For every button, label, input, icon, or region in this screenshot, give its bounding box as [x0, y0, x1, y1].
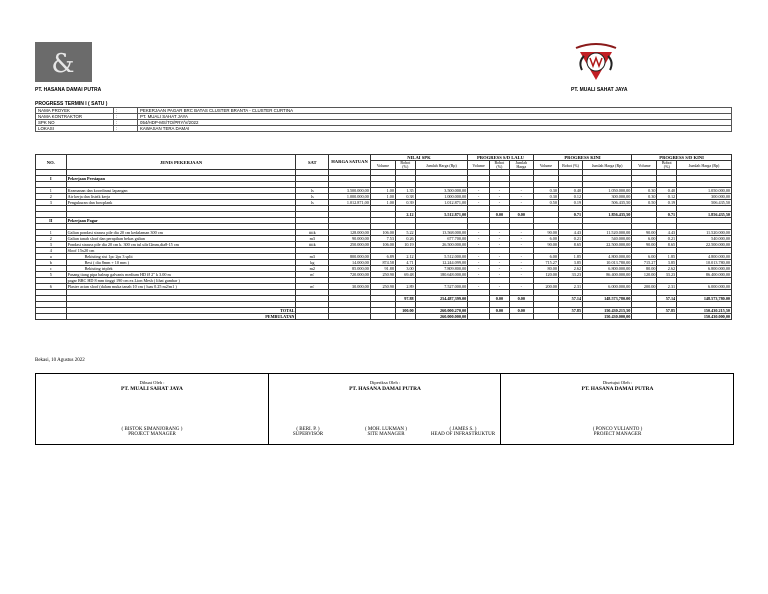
cell-vol: 91.88 — [370, 266, 395, 272]
table-row — [36, 284, 732, 290]
signature-company: PT. HASANA DAMAI PUTRA — [349, 386, 421, 392]
section-title: Pekerjaan Pagar — [66, 218, 296, 224]
cell-kbobot: 0.19 — [558, 200, 582, 206]
subtotal-ljml: 0.00 — [509, 296, 533, 302]
cell-ljml: - — [509, 254, 533, 260]
table-row — [36, 230, 732, 236]
cell-no: 3 — [36, 242, 67, 248]
cell-vol: 1.00 — [370, 200, 395, 206]
cell-harga: 1.012.871,00 — [329, 200, 371, 206]
cell-bobot: 0.39 — [395, 200, 415, 206]
cell-bobot: 1.35 — [395, 188, 415, 194]
subtotal-kbobot: 0.71 — [558, 212, 582, 218]
cell-lbobot: - — [490, 188, 510, 194]
cell-kjml: 506.435,50 — [583, 200, 632, 206]
cell-lbobot: - — [490, 260, 510, 266]
cell-lbobot: - — [490, 284, 510, 290]
info-value: 054/HDP-MS/TO/PRY/V/2022 — [138, 120, 732, 126]
signature-company: PT. MUALI SAHAT JAYA — [121, 386, 183, 392]
info-label: NAMA KONTRAKTOR — [36, 114, 114, 120]
cell-bobot: 0.38 — [395, 194, 415, 200]
cell-sat: m2 — [296, 266, 329, 272]
cell-sjml: 6.000.000,00 — [677, 284, 732, 290]
section-no: II — [36, 218, 67, 224]
info-value: KAWASAN TERA DAMAI — [138, 126, 732, 132]
cell-kvol: 80.00 — [533, 266, 558, 272]
cell-sbobot: 0.19 — [657, 200, 677, 206]
rounding-label: PEMBULATAN — [66, 314, 296, 320]
cell-item: Galian pondasi strauss pile dia 20 cm kedalaman 300 cm — [66, 230, 296, 236]
cell-kbobot: 1.85 — [558, 254, 582, 260]
cell-sjml: 4.800.000,00 — [677, 254, 732, 260]
cell-bobot: 2.12 — [395, 254, 415, 260]
cell-lvol: - — [468, 188, 490, 194]
sub-volume-sd: Volume — [632, 161, 657, 170]
subtotal-ljml: 0.00 — [509, 212, 533, 218]
signature-person — [501, 427, 734, 437]
person-name: ( BISTOK SIMANJORANG ) — [121, 427, 183, 432]
cell-sat: m3 — [296, 254, 329, 260]
cell-kjml: 6.800.000,00 — [583, 266, 632, 272]
cell-lbobot: - — [490, 266, 510, 272]
signature-role: Diperiksa Oleh : — [369, 380, 401, 385]
empty-cell — [395, 314, 415, 320]
cell-bobot: 10.19 — [395, 242, 415, 248]
cell-vol: 250.90 — [370, 284, 395, 290]
cell-sjml: 6.800.000,00 — [677, 266, 732, 272]
total-sjml: 150.430.215,50 — [677, 308, 732, 314]
cell-vol: 1.00 — [370, 194, 395, 200]
project-info-table — [35, 107, 732, 132]
cell-lvol: - — [468, 284, 490, 290]
subtotal-sjml: 148.573,780.00 — [677, 296, 732, 302]
cell-kjml: 11.520.000,00 — [583, 230, 632, 236]
cell-vol: 106.00 — [370, 230, 395, 236]
subtotal-sjml: 1.856.435,50 — [677, 212, 732, 218]
cell-item: Pondasi strauss pile dia 20 cm k. 300 cm tul ulir12mm,dia8-15 cm — [66, 242, 296, 248]
section-no: I — [36, 176, 67, 182]
subtotal-sbobot: 57.14 — [657, 296, 677, 302]
cell-sjml: 22.500.000,00 — [677, 242, 732, 248]
col-sat: SAT — [296, 155, 329, 170]
cell-sat: m' — [296, 272, 329, 278]
sub-jumlah-kini: Jumlah Harga (Rp) — [583, 161, 632, 170]
cell-svol: 0.50 — [632, 200, 657, 206]
sub-volume: Volume — [370, 161, 395, 170]
empty-cell — [329, 314, 371, 320]
cell-no: 4 — [36, 248, 67, 254]
cell-vol: 874.58 — [370, 260, 395, 266]
subtotal-bobot: 97.88 — [395, 296, 415, 302]
cell-item: Plaster acian sloof (dalam muka tanah 10 cm ( luas 0.25 m2/m1 ) — [66, 284, 296, 290]
cell-kvol: 6.00 — [533, 254, 558, 260]
cell-jumlah: 12.244.099,00 — [415, 260, 468, 266]
cell-kbobot: 0.12 — [558, 194, 582, 200]
cell-lbobot: - — [490, 242, 510, 248]
cell-sjml: 10.013.780,00 — [677, 260, 732, 266]
cell-no: 2 — [36, 236, 67, 242]
cell-bobot: 0.26 — [395, 236, 415, 242]
person-name: ( PONCO YULIANTO ) — [592, 427, 643, 432]
cell-lvol: - — [468, 236, 490, 242]
cell-no: 1 — [36, 188, 67, 194]
info-row — [36, 126, 732, 132]
info-value: PT. MUALI SAHAT JAYA — [138, 114, 732, 120]
cell-item: Keamanan dan koordinasi lapangan — [66, 188, 296, 194]
cell-kjml: 6.000.000,00 — [583, 284, 632, 290]
cell-kbobot: 4.43 — [558, 230, 582, 236]
signature-person — [36, 427, 268, 437]
cell-harga: 90.000,00 — [329, 236, 371, 242]
cell-sbobot: 1.85 — [657, 254, 677, 260]
subtotal-jumlah: 254.487,399.00 — [415, 296, 468, 302]
cell-sbobot: 3.85 — [657, 260, 677, 266]
cell-ljml: - — [509, 200, 533, 206]
cell-harga: 30.000,00 — [329, 284, 371, 290]
empty-cell — [657, 314, 677, 320]
col-jenis: JENIS PEKERJAAN — [66, 155, 296, 170]
total-sbobot: 57.85 — [657, 308, 677, 314]
cell-vol: 7.53 — [370, 236, 395, 242]
empty-cell — [36, 314, 67, 320]
cell-no: b — [36, 260, 67, 266]
cell-svol: 715.27 — [632, 260, 657, 266]
sub-bobot-kini: Bobot (%) — [558, 161, 582, 170]
cell-sjml: 11.520.000,00 — [677, 230, 732, 236]
cell-harga: 14.000,00 — [329, 260, 371, 266]
cell-kvol: 6.00 — [533, 236, 558, 242]
info-label: LOKASI — [36, 126, 114, 132]
rounding-row — [36, 314, 732, 320]
cell-lbobot: - — [490, 230, 510, 236]
cell-kbobot: 2.31 — [558, 284, 582, 290]
cell-no: 1 — [36, 230, 67, 236]
cell-harga: 720.000,00 — [329, 272, 371, 278]
cell-jumlah: 180.648.000,00 — [415, 272, 468, 278]
cell-ljml: - — [509, 260, 533, 266]
sub-bobot-sd: Bobot (%) — [657, 161, 677, 170]
cell-kjml: 1.050.000,00 — [583, 188, 632, 194]
cell-kbobot: 8.65 — [558, 242, 582, 248]
total-bobot: 100.00 — [395, 308, 415, 314]
col-harga: HARGA SATUAN — [329, 155, 371, 170]
cell-vol: 106.00 — [370, 242, 395, 248]
signature-role: Dibuat Oleh : — [139, 380, 165, 385]
cell-jumlah: 1.012.871,00 — [415, 200, 468, 206]
info-label: SPK NO — [36, 120, 114, 126]
cell-no: 3 — [36, 200, 67, 206]
cell-sat: kg — [296, 260, 329, 266]
col-nilai-spk: NILAI SPK — [370, 155, 467, 161]
cell-item: Sloof 15x20 cm — [66, 248, 296, 254]
cell-svol: 0.30 — [632, 194, 657, 200]
sub-jumlah-lalu: Jumlah Harga — [509, 161, 533, 170]
cell-svol: 6.00 — [632, 236, 657, 242]
sub-volume-lalu: Volume — [468, 161, 490, 170]
cell-kjml: 300.000,00 — [583, 194, 632, 200]
info-sep: : — [114, 126, 138, 132]
signature-person — [425, 427, 501, 437]
cell-sjml: 1.050.000,00 — [677, 188, 732, 194]
cell-kbobot: 2.62 — [558, 266, 582, 272]
subtotal-lbobot: 0.00 — [490, 296, 510, 302]
col-progress-lalu: PROGRESS S/D LALU — [468, 155, 534, 161]
cell-sjml: 86.400.000,00 — [677, 272, 732, 278]
cell-item: pagar BRC HD 8 mm tinggi 190 cm ex.Lion Mesh ( lihat gambar ) — [66, 278, 296, 284]
cell-kbobot: 33.23 — [558, 272, 582, 278]
info-sep: : — [114, 120, 138, 126]
cell-vol: 1.00 — [370, 188, 395, 194]
cell-kjml: 22.500.000,00 — [583, 242, 632, 248]
cell-kjml: 10.013.780,00 — [583, 260, 632, 266]
cell-lvol: - — [468, 254, 490, 260]
cell-bobot: 2.89 — [395, 284, 415, 290]
cell-item: Pasang tiang pipa baleap galvanis medium HD Ø 2" k 3.00 m — [66, 272, 296, 278]
cell-kbobot: 0.40 — [558, 188, 582, 194]
cell-jumlah: 1.000.000,00 — [415, 194, 468, 200]
total-kbobot: 57.85 — [558, 308, 582, 314]
document-title: PROGRESS TERMIN I ( SATU ) — [35, 101, 108, 107]
sub-volume-kini: Volume — [533, 161, 558, 170]
cell-kvol: 0.30 — [533, 188, 558, 194]
cell-sat: titik — [296, 242, 329, 248]
cell-kbobot: 3.85 — [558, 260, 582, 266]
empty-cell — [533, 314, 558, 320]
empty-cell — [468, 314, 490, 320]
cell-kvol: 120.00 — [533, 272, 558, 278]
cell-ljml: - — [509, 284, 533, 290]
cell-lbobot: - — [490, 254, 510, 260]
cell-lvol: - — [468, 260, 490, 266]
cell-harga: 250.000,00 — [329, 242, 371, 248]
info-label: NAMA PROYEK — [36, 108, 114, 114]
subtotal-lbobot: 0.00 — [490, 212, 510, 218]
cell-lvol: - — [468, 266, 490, 272]
cell-kvol: 90.00 — [533, 242, 558, 248]
signature-person — [269, 427, 347, 437]
person-title: HEAD OF INFRASTRUKTUR — [430, 432, 496, 437]
cell-kjml: 86.400.000,00 — [583, 272, 632, 278]
signature-company: PT. HASANA DAMAI PUTRA — [581, 386, 654, 392]
subtotal-sbobot: 0.71 — [657, 212, 677, 218]
cell-sat: m3 — [296, 236, 329, 242]
signature-approver — [500, 374, 734, 444]
cell-sat: ls — [296, 194, 329, 200]
cell-svol: 90.00 — [632, 242, 657, 248]
cell-no: 6 — [36, 284, 67, 290]
cell-ljml: - — [509, 188, 533, 194]
section-title: Pekerjaan Persiapan — [66, 176, 296, 182]
col-no: NO. — [36, 155, 67, 170]
subtotal-kbobot: 57.14 — [558, 296, 582, 302]
cell-lvol: - — [468, 194, 490, 200]
cell-ljml: - — [509, 266, 533, 272]
cell-harga: 85.000,00 — [329, 266, 371, 272]
cell-item: Air kerja dan listrik kerja — [66, 194, 296, 200]
cell-svol: 90.00 — [632, 230, 657, 236]
info-sep: : — [114, 108, 138, 114]
cell-kvol: 0.50 — [533, 200, 558, 206]
sub-jumlah-sd: Jumlah Harga (Rp) — [677, 161, 732, 170]
cell-lvol: - — [468, 242, 490, 248]
cell-sat: ls — [296, 188, 329, 194]
cell-sat: m' — [296, 284, 329, 290]
progress-table — [35, 154, 732, 320]
cell-jumlah: 3.500.000,00 — [415, 188, 468, 194]
cell-jumlah: 7.527.000,00 — [415, 284, 468, 290]
cell-jumlah: 5.512.000,00 — [415, 254, 468, 260]
date-line: Bekasi, 10 Agustus 2022 — [35, 358, 85, 363]
table-row — [36, 242, 732, 248]
cell-item: Galian tanah sloof dan perapihan bekas galian — [66, 236, 296, 242]
cell-sat: titik — [296, 230, 329, 236]
cell-kjml: 4.800.000,00 — [583, 254, 632, 260]
cell-sbobot: 2.62 — [657, 266, 677, 272]
rounding-sd-kini: 150.430.000,00 — [677, 314, 732, 320]
cell-sbobot: 0.21 — [657, 236, 677, 242]
subtotal-kjml: 1.856.435,50 — [583, 212, 632, 218]
rounding-kini: 150.430.000,00 — [583, 314, 632, 320]
cell-sjml: 540.000,00 — [677, 236, 732, 242]
cell-ljml: - — [509, 242, 533, 248]
subtotal-bobot: 2.12 — [395, 212, 415, 218]
cell-no: a — [36, 254, 67, 260]
cell-item: Pengukuran dan bowplank — [66, 200, 296, 206]
cell-svol: 0.30 — [632, 188, 657, 194]
cell-svol: 200.00 — [632, 284, 657, 290]
cell-vol: 250.90 — [370, 272, 395, 278]
cell-lvol: - — [468, 272, 490, 278]
ampersand-logo-icon — [35, 42, 92, 82]
info-sep: : — [114, 114, 138, 120]
cell-lbobot: - — [490, 272, 510, 278]
cell-vol: 6.89 — [370, 254, 395, 260]
cell-sjml: 300.000,00 — [677, 194, 732, 200]
subtotal-jumlah: 5.512.871,00 — [415, 212, 468, 218]
cell-lbobot: - — [490, 236, 510, 242]
cell-kjml: 540.000,00 — [583, 236, 632, 242]
right-company-name: PT. MUALI SAHAT JAYA — [571, 87, 628, 93]
cell-harga: 800.000,00 — [329, 254, 371, 260]
signature-checker — [268, 374, 501, 444]
cell-sbobot: 4.43 — [657, 230, 677, 236]
cell-sjml: 506.435,50 — [677, 200, 732, 206]
cell-kvol: 0.30 — [533, 194, 558, 200]
cell-bobot: 4.71 — [395, 260, 415, 266]
table-row — [36, 272, 732, 278]
cell-lvol: - — [468, 230, 490, 236]
cell-no: 5 — [36, 272, 67, 278]
cell-kvol: 90.00 — [533, 230, 558, 236]
cell-jumlah: 7.809.800,00 — [415, 266, 468, 272]
cell-harga: 3.500.000,00 — [329, 188, 371, 194]
cell-ljml: - — [509, 236, 533, 242]
cell-harga: 128.000,00 — [329, 230, 371, 236]
cell-sbobot: 0.12 — [657, 194, 677, 200]
cell-jumlah: 13.568.000,00 — [415, 230, 468, 236]
cell-harga: 1.000.000,00 — [329, 194, 371, 200]
empty-cell — [509, 314, 533, 320]
cell-kbobot: 0.21 — [558, 236, 582, 242]
empty-cell — [296, 314, 329, 320]
signature-maker — [36, 374, 268, 444]
empty-cell — [558, 314, 582, 320]
cell-ljml: - — [509, 194, 533, 200]
person-name: ( MOH. LUKMAN ) — [365, 427, 407, 432]
cell-jumlah: 677.700,00 — [415, 236, 468, 242]
cell-bobot: 69.48 — [395, 272, 415, 278]
cell-svol: 120.00 — [632, 272, 657, 278]
cell-jumlah: 26.500.000,00 — [415, 242, 468, 248]
cell-sbobot: 8.65 — [657, 242, 677, 248]
cell-item: Bekisting sisi 1pc 2ps 3 split — [66, 254, 296, 260]
cell-lvol: - — [468, 200, 490, 206]
cell-sbobot: 2.31 — [657, 284, 677, 290]
total-lbobot: 0.00 — [490, 308, 510, 314]
total-label: TOTAL — [66, 308, 296, 314]
signature-role: Disetujui Oleh : — [602, 380, 633, 385]
cell-no: 2 — [36, 194, 67, 200]
cell-sbobot: 33.23 — [657, 272, 677, 278]
sub-jumlah: Jumlah Harga (Rp) — [415, 161, 468, 170]
person-title: PROJECT MANAGER — [128, 432, 176, 437]
cell-svol: 80.00 — [632, 266, 657, 272]
col-progress-sd-kini: PROGRESS S/D KINI — [632, 155, 732, 161]
person-name: ( JAMES S. ) — [449, 427, 477, 432]
cell-kvol: 200.00 — [533, 284, 558, 290]
cell-kvol: 715.27 — [533, 260, 558, 266]
cell-bobot: 3.00 — [395, 266, 415, 272]
person-title: SITE MANAGER — [367, 432, 405, 437]
cell-item: Bekisting triplek — [66, 266, 296, 272]
cell-lbobot: - — [490, 200, 510, 206]
empty-cell — [370, 314, 395, 320]
rounding-jumlah: 260.000.000,00 — [415, 314, 468, 320]
cell-sbobot: 0.40 — [657, 188, 677, 194]
left-company-name: PT. HASANA DAMAI PUTRA — [35, 87, 102, 93]
sub-bobot-lalu: Bobot (%) — [490, 161, 510, 170]
cell-ljml: - — [509, 230, 533, 236]
cell-item: Besi ( dia 8mm + 10 mm ) — [66, 260, 296, 266]
total-jumlah: 260.000.270,00 — [415, 308, 468, 314]
signature-block — [35, 373, 734, 445]
col-progress-kini: PROGRESS KINI — [533, 155, 631, 161]
subtotal-kjml: 148.573,780.00 — [583, 296, 632, 302]
signature-person — [347, 427, 425, 437]
cell-ljml: - — [509, 272, 533, 278]
info-value: PEKERJAAN PAGAR BRC BATAS CLUSTER BRANTA - CLUSTER CURTINA — [138, 108, 732, 114]
empty-cell — [490, 314, 510, 320]
cell-lbobot: - — [490, 194, 510, 200]
mualisahat-logo-icon — [570, 40, 622, 84]
total-ljml: 0.00 — [509, 308, 533, 314]
sub-bobot: Bobot (%) — [395, 161, 415, 170]
total-kjml: 150.430.215,50 — [583, 308, 632, 314]
empty-cell — [632, 314, 657, 320]
person-title: PROJECT MANAGER — [593, 432, 642, 437]
person-title: SUPERVISOR — [292, 432, 324, 437]
cell-bobot: 5.22 — [395, 230, 415, 236]
svg-text:&: & — [51, 49, 75, 79]
cell-sat: ls — [296, 200, 329, 206]
cell-svol: 6.00 — [632, 254, 657, 260]
cell-no: c — [36, 266, 67, 272]
person-name: ( BERI. P. ) — [296, 427, 320, 432]
